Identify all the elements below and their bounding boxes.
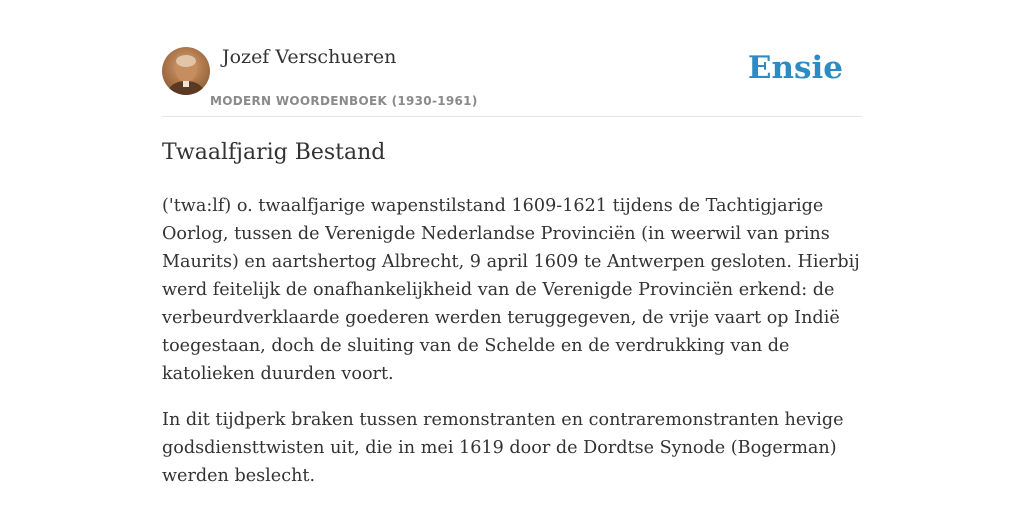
- source-label[interactable]: MODERN WOORDENBOEK (1930-1961): [210, 94, 478, 108]
- author-avatar[interactable]: [162, 47, 210, 95]
- portrait-icon: [162, 47, 210, 95]
- entry-paragraph: ('twa:lf) o. twaalfjarige wapenstilstand 1609-1621 tijdens de Tachtigjarige Oorlog, tussen de Verenigde Nederlandse Provinciën (in weerwil van prins Maurits) en aartshertog Albrecht, 9 april 1609 te Antwerpen gesloten. Hierbij werd feitelijk de onafhankelijkheid van de Verenigde Provinciën erkend: de verbeurdverklaarde goederen werden teruggegeven, de vrije vaart op Indië toegestaan, doch de sluiting van de Schelde en de verdrukking van de katolieken duurden voort.: [162, 196, 860, 384]
- entry-body: [162, 192, 870, 508]
- header: [162, 44, 862, 117]
- author-name[interactable]: Jozef Verschueren: [222, 46, 397, 68]
- ensie-logo[interactable]: Ensie: [747, 50, 843, 86]
- entry-paragraph: In dit tijdperk braken tussen remonstranten en contraremonstranten hevige godsdiensttwisten uit, die in mei 1619 door de Dordtse Synode (Bogerman) werden beslecht.: [162, 410, 844, 486]
- entry-title: Twaalfjarig Bestand: [162, 140, 386, 165]
